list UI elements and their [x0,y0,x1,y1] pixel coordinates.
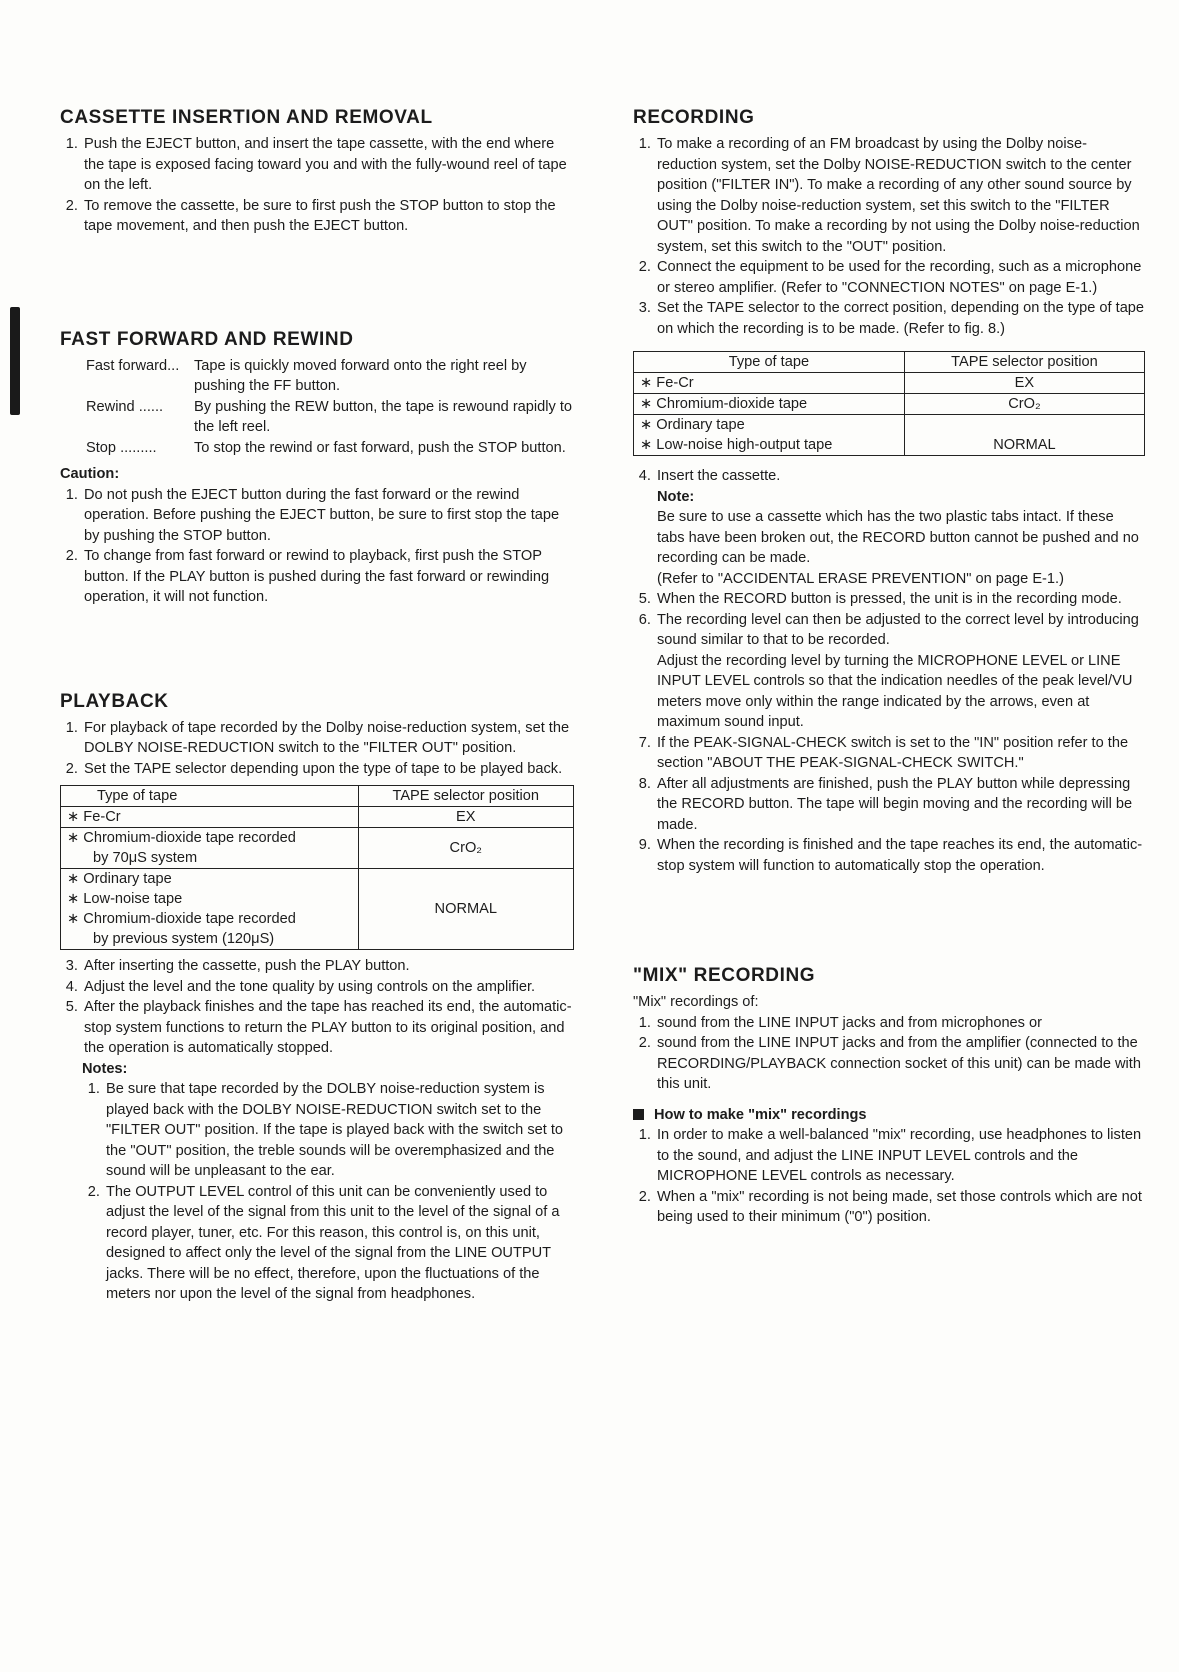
caution-label: Caution: [60,466,120,482]
definition-desc: Tape is quickly moved forward onto the right reel by pushing the FF button. [194,357,527,394]
table-row [61,807,574,828]
list-item [655,610,1145,733]
definition-term: Stop ......... [86,439,157,456]
list-item: 4. Adjust the level and the tone quality by using controls on the amplifier. [82,977,574,998]
mix-heading: "MIX" RECORDING [633,965,816,986]
table-cell: EX [358,807,573,828]
recording-list [633,134,1145,339]
definition-row [86,397,574,438]
tape-type: ∗ Ordinary tape [67,869,352,889]
cassette-section [60,106,574,237]
note-label: Note: [657,488,695,505]
list-item: 1. In order to make a well-balanced "mix" recording, use headphones to listen to the sound, and adjust the LINE INPUT LEVEL controls and the MICROPHONE LEVEL controls as necessary. [655,1125,1145,1187]
tape-type: ∗ Chromium-dioxide tape recorded [67,828,352,848]
table-cell: CrO₂ [904,394,1144,415]
table-header-row [634,352,1145,373]
table-cell [61,807,359,828]
caution-list [60,485,574,608]
list-item: 1. For playback of tape recorded by the Dolby noise-reduction system, set the DOLBY NOISE-REDUCTION switch to the "FILTER OUT" position. [82,718,574,759]
list-item: 1. Push the EJECT button, and insert the tape cassette, with the end where the tape is exposed facing toward you and with the fully-wound reel of tape on the left. [82,134,574,196]
list-item: 3. Set the TAPE selector to the correct position, depending on the type of tape on which the recording is to be made. (Refer to fig. 8.) [655,298,1145,339]
table-cell: CrO₂ [358,828,573,869]
list-item: 5. After the playback finishes and the tape has reached its end, the automatic-stop system functions to return the PLAY button to its original position, and the operation is automatically stopped. [82,997,574,1059]
notes-label: Notes: [82,1060,128,1077]
playback-list [60,718,574,780]
definition-row [86,356,574,397]
ffrew-definitions [86,356,574,459]
definition-desc: To stop the rewind or fast forward, push the STOP button. [194,439,566,456]
list-item: 9. When the recording is finished and the tape reaches its end, the automatic-stop system will function to automatically stop the operation. [655,835,1145,876]
notes-list [60,1079,574,1305]
table-cell [634,394,905,415]
item-text: 6. The recording level can then be adjusted to the correct level by introducing sound similar to that to be recorded. [657,611,1139,648]
square-bullet-icon [633,1109,644,1120]
recording-heading: RECORDING [633,107,755,128]
language-side-tab [10,307,20,415]
howto-heading [633,1105,1145,1126]
note-reference: (Refer to "ACCIDENTAL ERASE PREVENTION" on page E-1.) [657,570,1064,587]
table-cell: NORMAL [904,415,1144,456]
table-header-row [61,786,574,807]
ffrew-section [60,328,574,608]
recording-list-continued [633,466,1145,876]
tape-type: ∗ Fe-Cr [67,809,121,825]
table-cell [634,415,905,456]
list-item: 1. Be sure that tape recorded by the DOLBY noise-reduction system is played back with the DOLBY NOISE-REDUCTION switch set to the "FILTER OUT" position. If the tape is played back with the switch set to the "OUT" position, the treble sounds will be overemphasized and the sound will be unpleasant to the ear. [104,1079,574,1182]
recording-tape-table [633,351,1145,456]
howto-title: How to make "mix" recordings [654,1106,867,1123]
playback-section [60,690,574,1305]
mix-section [633,964,1145,1228]
howto-list [633,1125,1145,1228]
tape-type-continued: by previous system (120μS) [93,931,275,947]
tape-type: ∗ Chromium-dioxide tape [640,396,807,412]
tape-type: ∗ Low-noise high-output tape [640,435,898,455]
list-item: 2. When a "mix" recording is not being made, set those controls which are not being used to their minimum ("0") position. [655,1187,1145,1228]
mix-intro: "Mix" recordings of: [633,994,759,1010]
tape-type: ∗ Fe-Cr [640,375,694,391]
table-row [634,415,1145,456]
table-header: Type of tape [61,786,359,807]
table-cell: NORMAL [358,869,573,950]
list-item: 2. Connect the equipment to be used for the recording, such as a microphone or stereo amplifier. (Refer to "CONNECTION NOTES" on page E-1.) [655,257,1145,298]
table-cell: EX [904,373,1144,394]
list-item: 2. Set the TAPE selector depending upon the type of tape to be played back. [82,759,574,780]
list-item: 8. After all adjustments are finished, push the PLAY button while depressing the RECORD button. The tape will begin moving and the recording will be made. [655,774,1145,836]
list-item: 2. To change from fast forward or rewind to playback, first push the STOP button. If the PLAY button is pushed during the fast forward or rewinding operation, it will not function. [82,546,574,608]
list-item: 2. The OUTPUT LEVEL control of this unit can be conveniently used to adjust the level of the signal from this unit to the level of the signal of a record player, tuner, etc. For this reason, this control is, on this unit, designed to affect only the level of the signal from the LINE OUTPUT jacks. There will be no effect, therefore, upon the fluctuations of the meters nor upon the level of the signal from headphones. [104,1182,574,1305]
table-cell [61,828,359,869]
definition-row [86,438,574,459]
list-item: 7. If the PEAK-SIGNAL-CHECK switch is set to the "IN" position refer to the section "ABOUT THE PEAK-SIGNAL-CHECK SWITCH." [655,733,1145,774]
list-item: 5. When the RECORD button is pressed, the unit is in the recording mode. [655,589,1145,610]
ffrew-heading: FAST FORWARD AND REWIND [60,328,354,350]
playback-list-continued [60,956,574,1059]
note-text: Be sure to use a cassette which has the two plastic tabs intact. If these tabs have been broken out, the RECORD button cannot be pushed and no recording can be made. [657,509,1139,566]
playback-tape-table [60,785,574,950]
definition-term: Rewind ...... [86,398,164,415]
table-cell [61,869,359,950]
right-column [633,106,1145,1228]
list-item [655,466,1145,589]
definition-term: Fast forward... [86,357,180,374]
recording-section [633,106,1145,876]
table-row [634,373,1145,394]
list-item: 1. To make a recording of an FM broadcast by using the Dolby noise-reduction system, set the Dolby NOISE-REDUCTION switch to the center position ("FILTER IN"). To make a recording of any other sound source by using the Dolby noise-reduction system, set this switch to the "FILTER OUT" position. To make a recording by not using the Dolby noise-reduction system, set this switch to the "OUT" position. [655,134,1145,257]
table-row [61,869,574,950]
tape-type: ∗ Chromium-dioxide tape recorded [67,909,352,929]
item-text-continued: Adjust the recording level by turning the MICROPHONE LEVEL or LINE INPUT LEVEL controls so that the indication needles of the peak level/VU meters move only within the range indicated by the arrows, even at maximum sound input. [657,652,1133,730]
cassette-list [60,134,574,237]
item-text: Insert the cassette. [657,468,781,484]
definition-desc: By pushing the REW button, the tape is rewound rapidly to the left reel. [194,398,573,435]
cassette-heading: CASSETTE INSERTION AND REMOVAL [60,107,433,128]
table-row [61,828,574,869]
table-header: TAPE selector position [358,786,573,807]
list-item: 2. To remove the cassette, be sure to first push the STOP button to stop the tape movement, and then push the EJECT button. [82,196,574,237]
list-item: 1. Do not push the EJECT button during the fast forward or the rewind operation. Before pushing the EJECT button, be sure to first stop the tape by pushing the STOP button. [82,485,574,547]
tape-type-continued: by 70μS system [93,850,198,866]
tape-type: ∗ Ordinary tape [640,415,898,435]
list-item: 3. After inserting the cassette, push the PLAY button. [82,956,574,977]
tape-type: ∗ Low-noise tape [67,889,352,909]
table-cell [634,373,905,394]
list-item: 1. sound from the LINE INPUT jacks and from microphones or [655,1013,1145,1034]
list-item: 2. sound from the LINE INPUT jacks and from the amplifier (connected to the RECORDING/PLAYBACK connection socket of this unit) can be made with this unit. [655,1033,1145,1095]
playback-heading: PLAYBACK [60,690,169,712]
mix-list [633,1013,1145,1095]
table-header: TAPE selector position [904,352,1144,373]
table-row [634,394,1145,415]
table-header: Type of tape [634,352,905,373]
left-column [60,106,574,1305]
